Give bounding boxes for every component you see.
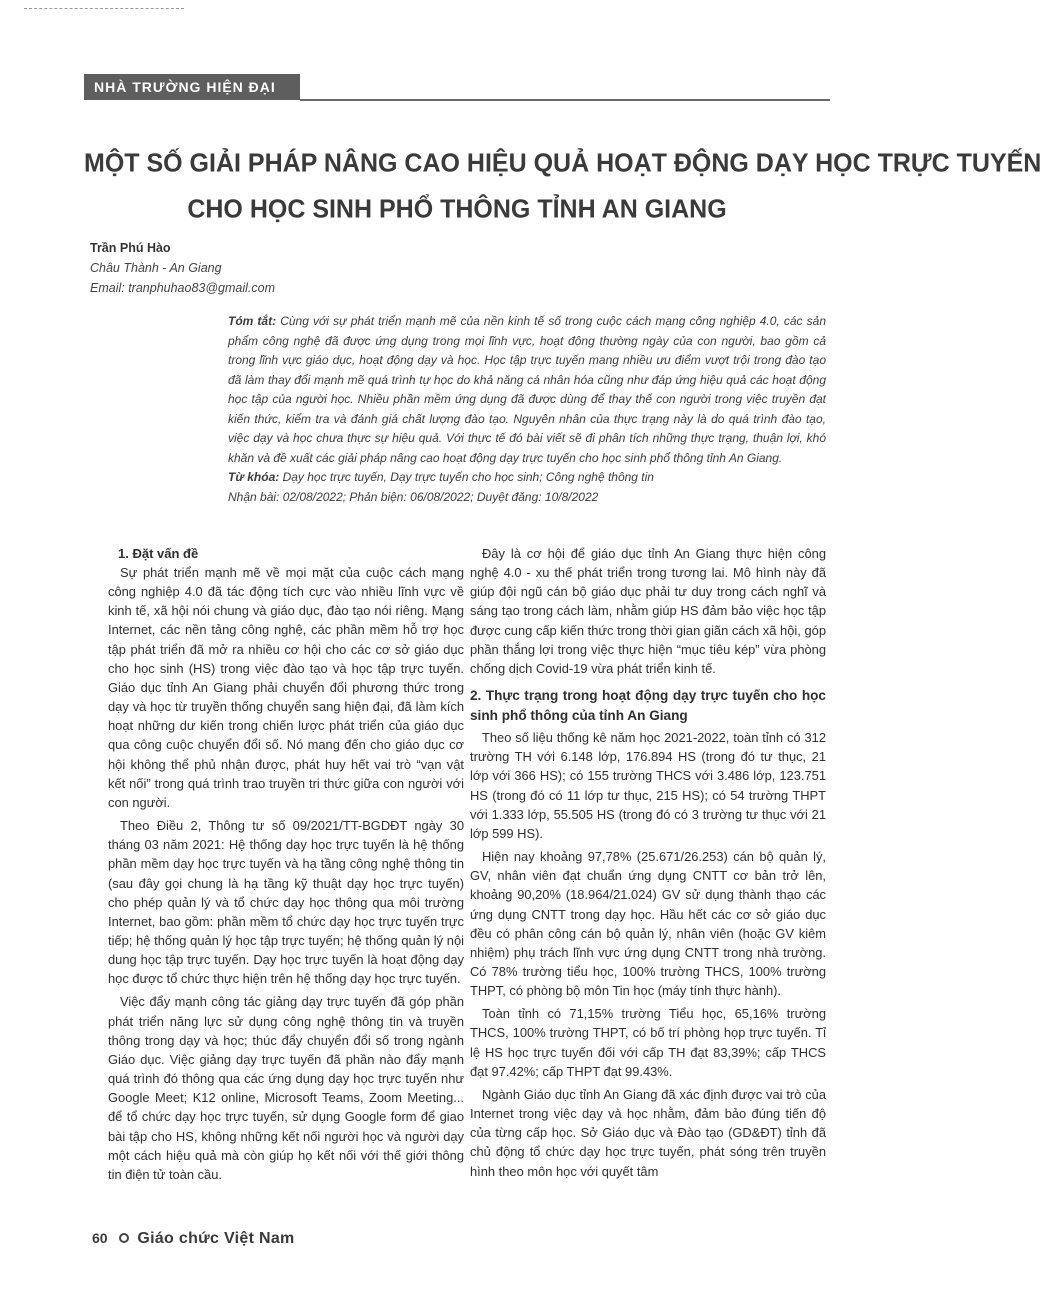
page-footer: [92, 1230, 295, 1252]
right-paragraph-4: Toàn tỉnh có 71,15% trường Tiểu học, 65,16% trường THCS, 100% trường THPT, có bố trí phòng họp trực tuyến. Tỉ lệ HS học trực tuyến đối với cấp TH đạt 83,39%; cấp THCS đạt 97.42%; cấp THPT đạt 99.43%.: [470, 1006, 826, 1079]
author-block: [90, 238, 490, 298]
right-paragraph-1: Đây là cơ hội để giáo dục tỉnh An Giang thực hiện công nghệ 4.0 - xu thế phát triển trong tương lai. Mô hình này đã giúp đội ngũ cán bộ giáo dục phải tư duy trong cách nghĩ và sáng tạo trong cách làm, nhằm giúp HS đảm bảo việc học tập được cung cấp kiến thức trong thời gian giãn cách xã hội, góp phần thắng lợi trong việc thực hiện “mục tiêu kép” vừa phòng chống dịch Covid-19 vừa phát triển kinh tế.: [470, 546, 826, 676]
title-line-1: MỘT SỐ GIẢI PHÁP NÂNG CAO HIỆU QUẢ HOẠT ĐỘNG DẠY HỌC TRỰC TUYẾN: [84, 148, 1041, 178]
left-paragraph-2: Theo Điều 2, Thông tư số 09/2021/TT-BGDĐT ngày 30 tháng 03 năm 2021: Hệ thống dạy học trực tuyến là hệ thống phần mềm dạy học trực tuyến và hạ tầng công nghệ thông tin (sau đây gọi chung là hạ tầng kỹ thuật dạy học trực tuyến) cho phép quản lý và tổ chức dạy học thông qua môi trường Internet, bao gồm: phần mềm tổ chức dạy học trực tuyến trực tiếp; hệ thống quản lý học tập trực tuyến; hệ thống quản lý nội dung học tập trực tuyến. Dạy học trực tuyến là hoạt động dạy học được tổ chức thực hiện trên hệ thống dạy học trực tuyến.: [108, 818, 464, 987]
left-paragraph-3: Việc đẩy mạnh công tác giảng dạy trực tuyến đã góp phần phát triển năng lực sử dụng công nghệ thông tin và truyền thông trong dạy và học; thúc đẩy chuyển đổi số trong ngành Giáo dục. Việc giảng dạy trực tuyến đã phần nào đẩy mạnh quá trình đó thông qua các ứng dụng dạy học trực tuyến như Google Meet; K12 online, Microsoft Teams, Zoom Meeting... để tổ chức dạy học trực tuyến, sử dụng Google form để giao bài tập cho HS, không những kết nối người học và người dạy một cách hiệu quả mà còn giúp họ kết nối với thế giới thông tin điện tử toàn cầu.: [108, 994, 464, 1182]
author-name: Trần Phú Hào: [90, 241, 171, 255]
section-1-heading: 1. Đặt vấn đề: [118, 546, 199, 561]
article-dates: Nhận bài: 02/08/2022; Phản biện: 06/08/2022; Duyệt đăng: 10/8/2022: [228, 489, 599, 504]
right-paragraph-3: Hiện nay khoảng 97,78% (25.671/26.253) cán bộ quản lý, GV, nhân viên đạt chuẩn ứng dụng CNTT cơ bản trở lên, khoảng 90,20% (18.964/21.024) GV sử dụng thành thạo các ứng dụng CNTT trong dạy học. Hầu hết các cơ sở giáo dục đều có phân công cán bộ quản lý, nhân viên (hoặc GV kiêm nhiệm) phụ trách lĩnh vực ứng dụng CNTT trong nhà trường. Có 78% trường tiểu học, 100% trường THCS, 100% trường THPT, có phòng bộ môn Tin học (máy tính thực hành).: [470, 849, 826, 999]
right-paragraph-2: Theo số liệu thống kê năm học 2021-2022, toàn tỉnh có 312 trường TH với 6.148 lớp, 176.894 HS (trong đó tư thục, 21 lớp với 366 HS); có 155 trường THCS với 3.486 lớp, 123.751 HS (trong đó có 11 lớp tư thục, 215 HS); có 54 trường THPT với 1.333 lớp, 55.505 HS (trong đó có 3 trường tư thục với 21 lớp 599 HS).: [470, 730, 826, 841]
keywords-label: Từ khóa:: [228, 470, 280, 484]
abstract-block: [228, 312, 826, 507]
article-title: [84, 140, 1041, 232]
keywords-text: Dạy học trực tuyến, Dạy trực tuyến cho học sinh; Công nghệ thông tin: [279, 470, 654, 484]
left-paragraph-1: Sự phát triển mạnh mẽ về mọi mặt của cuộc cách mạng công nghiệp 4.0 đã tác động tích cực vào nhiều lĩnh vực về kinh tế, xã hội nói chung và giáo dục, đào tạo nói riêng. Mạng Internet, các nền tảng công nghệ, các phần mềm hỗ trợ học tập phát triển đã mở ra nhiều cơ hội cho các cơ sở giáo dục cho học sinh (HS) trong việc đào tạo và học tập trực tuyến. Giáo dục tỉnh An Giang phải chuyển đổi phương thức trong dạy và học từ truyền thống chuyển sang hiện đại, đã làm kích hoạt những dư kiến trong chiến lược phát triển của giáo dục qua công cuộc chuyển đổi số. Nó mang đến cho giáo dục cơ hội không thể phủ nhận được, phát huy hết vai trò “vạn vật kết nối” trong quá trình trao truyền tri thức giữa con người với con người.: [108, 565, 464, 810]
abstract-label: Tóm tắt:: [228, 314, 277, 328]
author-email: Email: tranphuhao83@gmail.com: [90, 281, 276, 295]
abstract-paragraph: [228, 312, 826, 468]
right-column: [470, 544, 826, 1185]
title-line-2: CHO HỌC SINH PHỔ THÔNG TỈNH AN GIANG: [187, 194, 727, 224]
circle-ornament-icon: [119, 1233, 129, 1243]
section-rule: [300, 99, 830, 101]
page-number: 60: [92, 1230, 108, 1246]
keywords-paragraph: [228, 468, 826, 488]
right-paragraph-5: Ngành Giáo dục tỉnh An Giang đã xác định được vai trò của Internet trong việc dạy và học nhằm, đảm bảo đúng tiến độ của từng cấp học. Sở Giáo dục và Đào tạo (GD&ĐT) tỉnh đã chủ động tổ chức dạy học trực tuyến, phát sóng trên truyền hình theo môn học với quyết tâm: [470, 1086, 826, 1179]
section-label: NHÀ TRƯỜNG HIỆN ĐẠI: [84, 74, 300, 100]
left-column: [108, 544, 464, 1188]
top-dashed-rule: [24, 8, 184, 9]
section-2-heading: 2. Thực trạng trong hoạt động dạy trực tuyến cho học sinh phổ thông của tỉnh An Giang: [470, 688, 826, 724]
author-location: Châu Thành - An Giang: [90, 261, 222, 275]
magazine-name: Giáo chức Việt Nam: [137, 1230, 295, 1247]
abstract-text: Cùng với sự phát triển mạnh mẽ của nền kinh tế số trong cuộc cách mạng công nghiệp 4.0, các sản phẩm công nghệ đã được ứng dụng trong mọi lĩnh vực, hoạt động thường ngày của con người, bao gồm cả trong lĩnh vực giáo dục, hoạt động dạy và học. Học tập trực tuyến mang nhiều ưu điểm vượt trội trong đào tạo đã làm thay đổi mạnh mẽ quá trình tự học do khả năng cá nhân hóa cũng như đáp ứng hiệu quả các hoạt động học tập của người học. Nhiều phần mềm ứng dụng đã được dùng để thay thế con người trong việc truyền đạt kiến thức, kiểm tra và đánh giá chất lượng đào tạo. Nguyên nhân của thực trạng này là do quá trình đào tạo, việc dạy và học chưa thực sự hiệu quả. Với thực tế đó bài viết sẽ đi phân tích những thực trạng, thuận lợi, khó khăn và đề xuất các giải pháp nâng cao hoạt động dạy trực tuyến cho học sinh phổ thông tỉnh An Giang.: [228, 314, 826, 465]
